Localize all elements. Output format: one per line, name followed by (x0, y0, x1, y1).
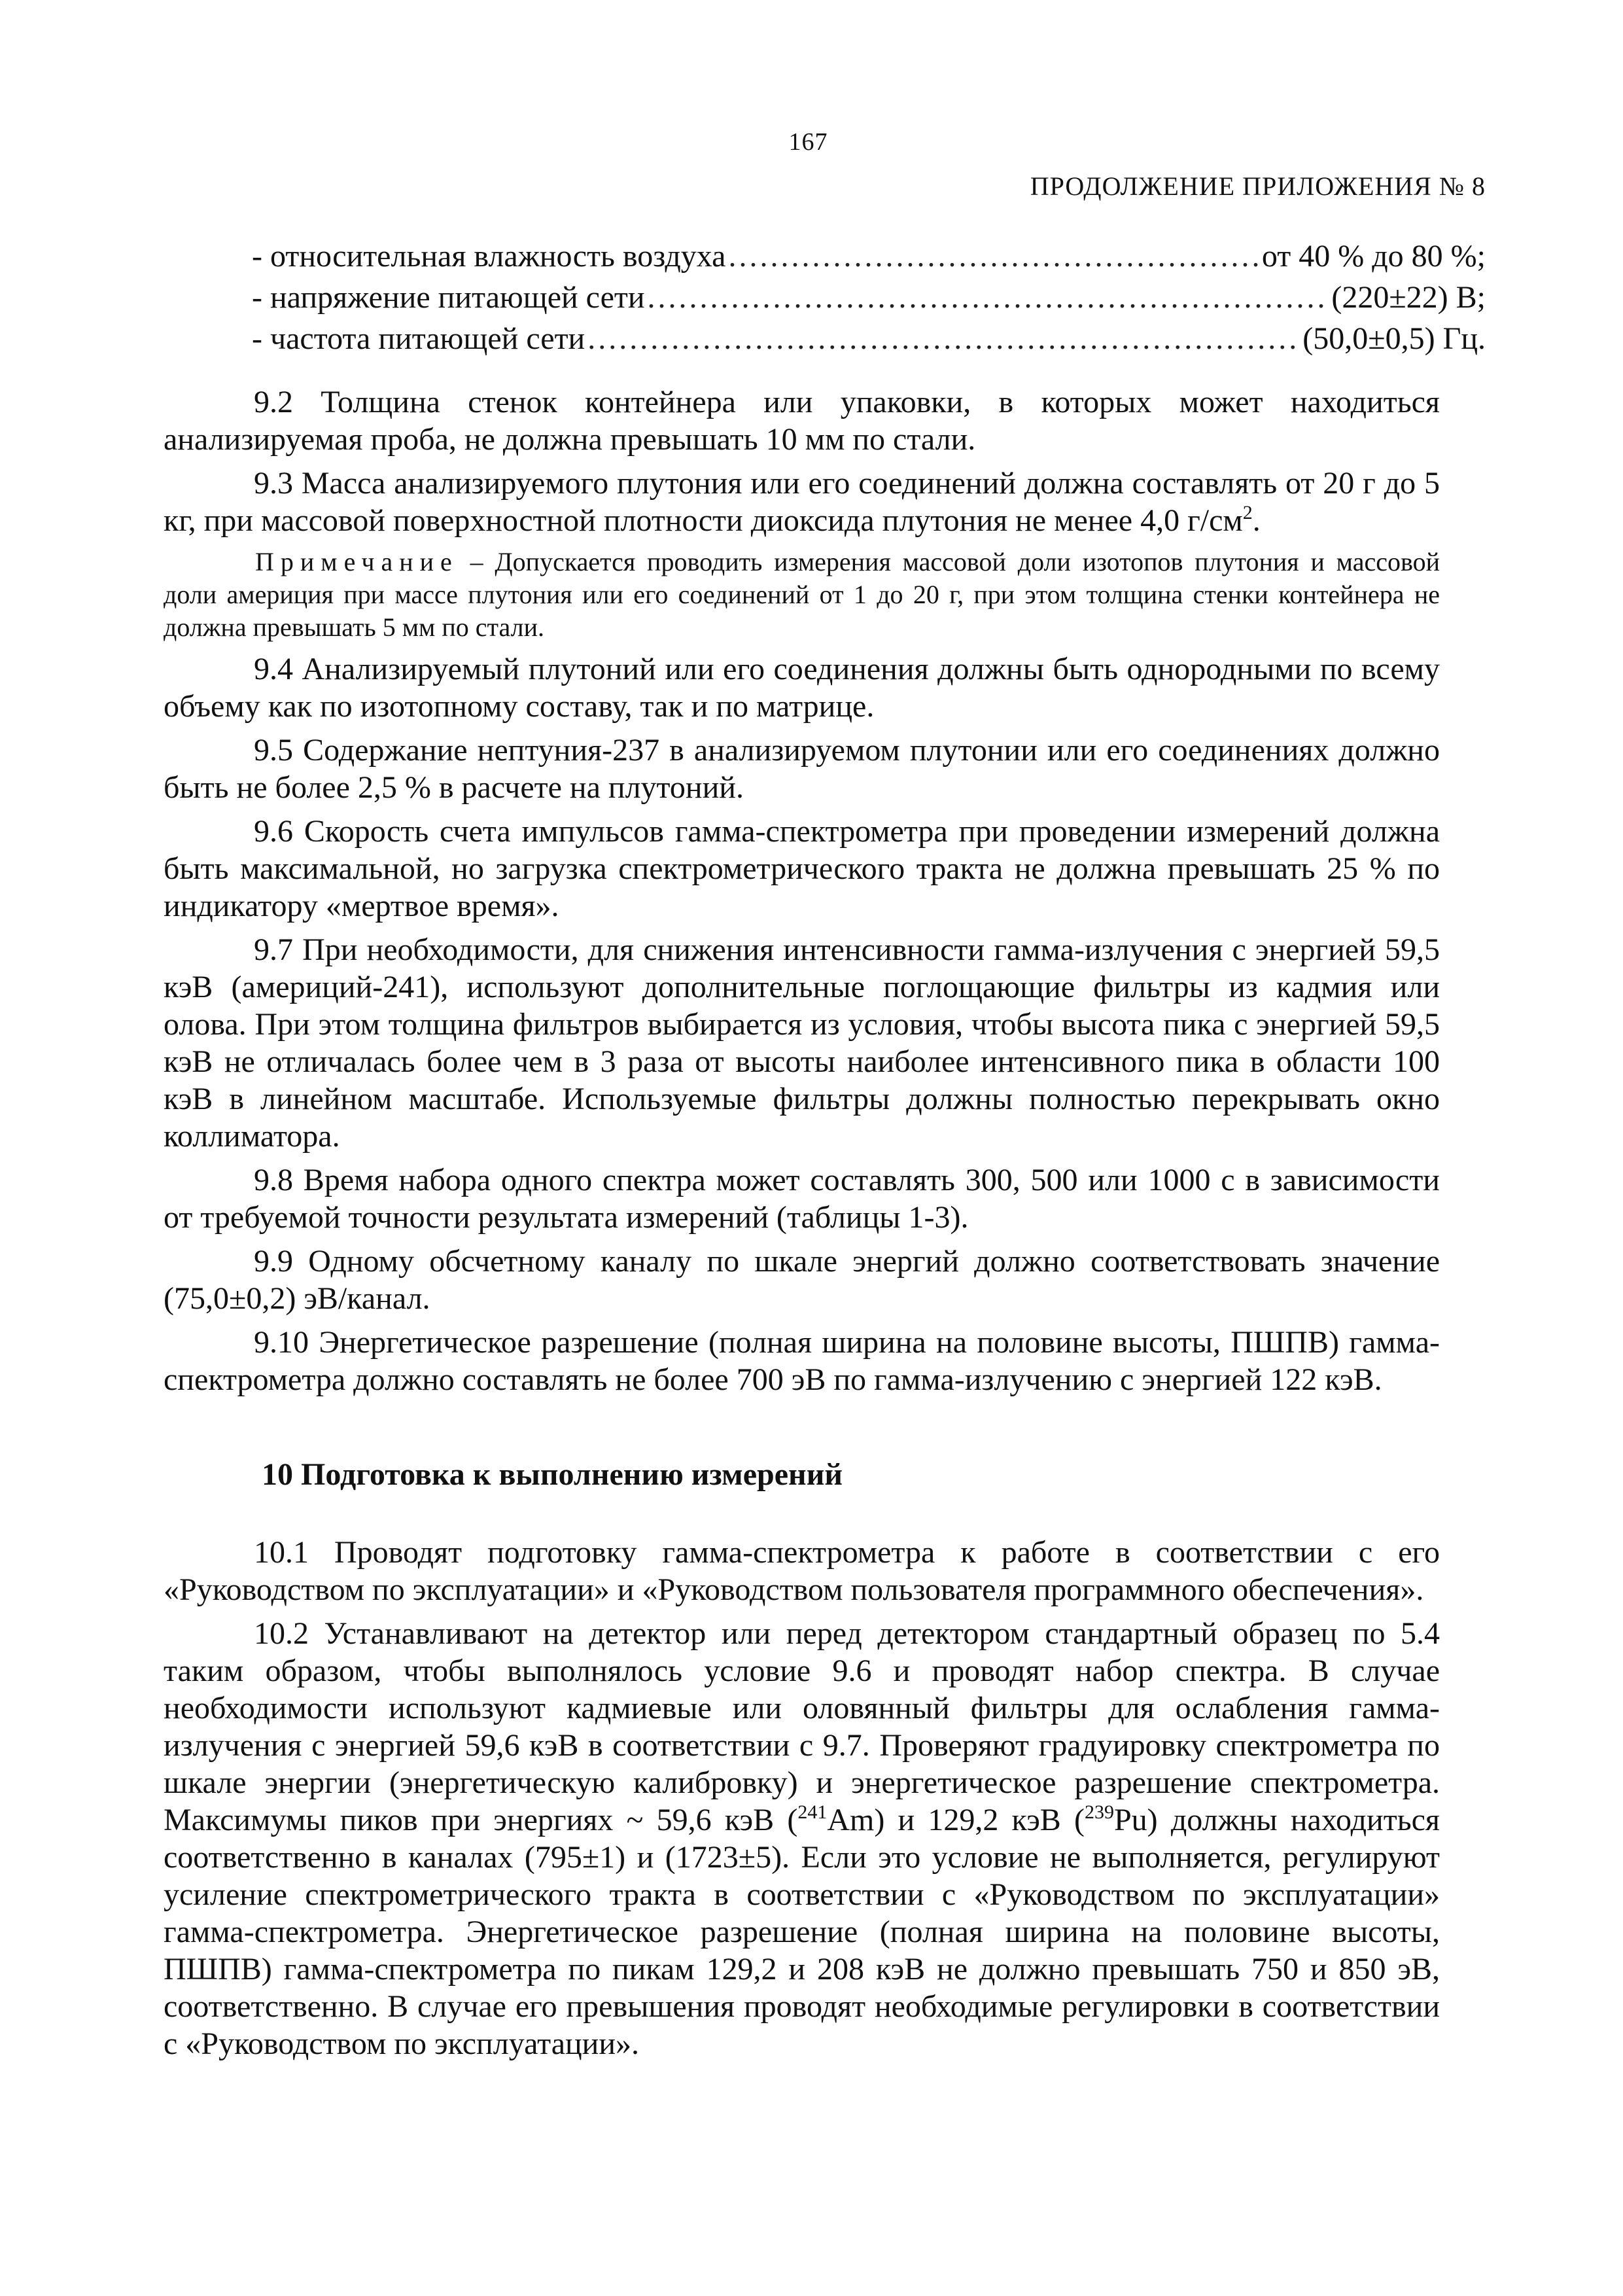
paragraph-9-3 (164, 465, 1440, 539)
condition-label: - напряжение питающей сети (252, 280, 645, 315)
condition-value: от 40 % до 80 %; (1261, 239, 1486, 274)
paragraph-9-7: 9.7 При необходимости, для снижения интенсивности гамма-излучения с энергией 59,5 кэВ (америций-241), используют дополнительные поглощающие фильтры из кадмия или олова. При этом толщина фильтров выбирается из условия, чтобы высота пика с энергией 59,5 кэВ не отличалась более чем в 3 раза от высоты наиболее интенсивного пика в области 100 кэВ в линейном масштабе. Используемые фильтры должны полностью перекрывать окно коллиматора. (164, 932, 1440, 1154)
paragraph-10-2 (164, 1615, 1440, 2062)
leader-dots (648, 279, 1329, 316)
superscript: 2 (1242, 502, 1253, 523)
paragraph-9-2: 9.2 Толщина стенок контейнера или упаковки, в которых может находиться анализируемая проба, не должна превышать 10 мм по стали. (164, 385, 1440, 457)
condition-label: - частота питающей сети (252, 321, 585, 356)
section-heading: 10 Подготовка к выполнению измерений (262, 1457, 843, 1492)
condition-voltage (164, 279, 1486, 316)
appendix-heading: ПРОДОЛЖЕНИЕ ПРИЛОЖЕНИЯ № 8 (1030, 171, 1486, 201)
leader-dots (728, 238, 1259, 275)
condition-frequency (164, 320, 1486, 357)
paragraph-9-5: 9.5 Содержание нептуния-237 в анализируемом плутонии или его соединениях должно быть не более 2,5 % в расчете на плутоний. (164, 733, 1440, 805)
paragraph-9-10: 9.10 Энергетическое разрешение (полная ширина на половине высоты, ПШПВ) гамма-спектрометра должно составлять не более 700 эВ по гамма-излучению с энергией 122 кэВ. (164, 1325, 1440, 1397)
superscript: 241 (797, 1801, 828, 1823)
paragraph-10-1: 10.1 Проводят подготовку гамма-спектрометра к работе в соответствии с его «Руководством по эксплуатации» и «Руководством пользователя программного обеспечения». (164, 1535, 1440, 1607)
paragraph-text: . (1252, 503, 1261, 538)
condition-humidity (164, 238, 1486, 275)
paragraph-text: Pu) должны находиться соответственно в каналах (795±1) и (1723±5). Если это условие не выполняется, регулируют усиление спектрометрического тракта в соответствии с «Руководством по эксплуатации» гамма-спектрометра. Энергетическое разрешение (полная ширина на половине высоты, ПШПВ) гамма-спектрометра по пикам 129,2 и 208 кэВ не должно превышать 750 и 850 эВ, соответственно. В случае его превышения проводят необходимые регулировки в соответствии с «Руководством по эксплуатации». (164, 1803, 1440, 2061)
paragraph-9-8: 9.8 Время набора одного спектра может составлять 300, 500 или 1000 с в зависимости от требуемой точности результата измерений (таблицы 1-3). (164, 1163, 1440, 1235)
note-text: – Допускается проводить измерения массовой доли изотопов плутония и массовой доли америция при массе плутония или его соединений от 1 до 20 г, при этом толщина стенки контейнера не должна превышать 5 мм по стали. (164, 547, 1440, 642)
note-label: Примечание (255, 547, 459, 576)
paragraph-9-9: 9.9 Одному обсчетному каналу по шкале энергий должно соответствовать значение (75,0±0,2) эВ/канал. (164, 1244, 1440, 1316)
note (164, 546, 1440, 644)
superscript: 239 (1084, 1801, 1114, 1823)
paragraph-text: Am) и 129,2 кэВ ( (827, 1803, 1085, 1837)
condition-label: - относительная влажность воздуха (252, 239, 726, 274)
paragraph-9-6: 9.6 Скорость счета импульсов гамма-спектрометра при проведении измерений должна быть максимальной, но загрузка спектрометрического тракта не должна превышать 25 % по индикатору «мертвое время». (164, 814, 1440, 923)
page-number: 167 (788, 128, 828, 156)
leader-dots (587, 320, 1300, 357)
document-body (164, 238, 1486, 2062)
condition-value: (220±22) В; (1331, 280, 1486, 315)
paragraph-text: 9.3 Масса анализируемого плутония или его соединений должна составлять от 20 г до 5 кг, при массовой поверхностной плотности диоксида плутония не менее 4,0 г/см (164, 466, 1440, 538)
condition-value: (50,0±0,5) Гц. (1302, 321, 1486, 356)
paragraph-9-4: 9.4 Анализируемый плутоний или его соединения должны быть однородными по всему объему как по изотопному составу, так и по матрице. (164, 652, 1440, 724)
paragraph-text: 10.2 Устанавливают на детектор или перед детектором стандартный образец по 5.4 таким образом, чтобы выполнялось условие 9.6 и проводят набор спектра. В случае необходимости используют кадмиевые или оловянный фильтры для ослабления гамма-излучения с энергией 59,6 кэВ в соответствии с 9.7. Проверяют градуировку спектрометра по шкале энергии (энергетическую калибровку) и энергетическое разрешение спектрометра. Максимумы пиков при энергиях ~ 59,6 кэВ ( (164, 1616, 1440, 1837)
